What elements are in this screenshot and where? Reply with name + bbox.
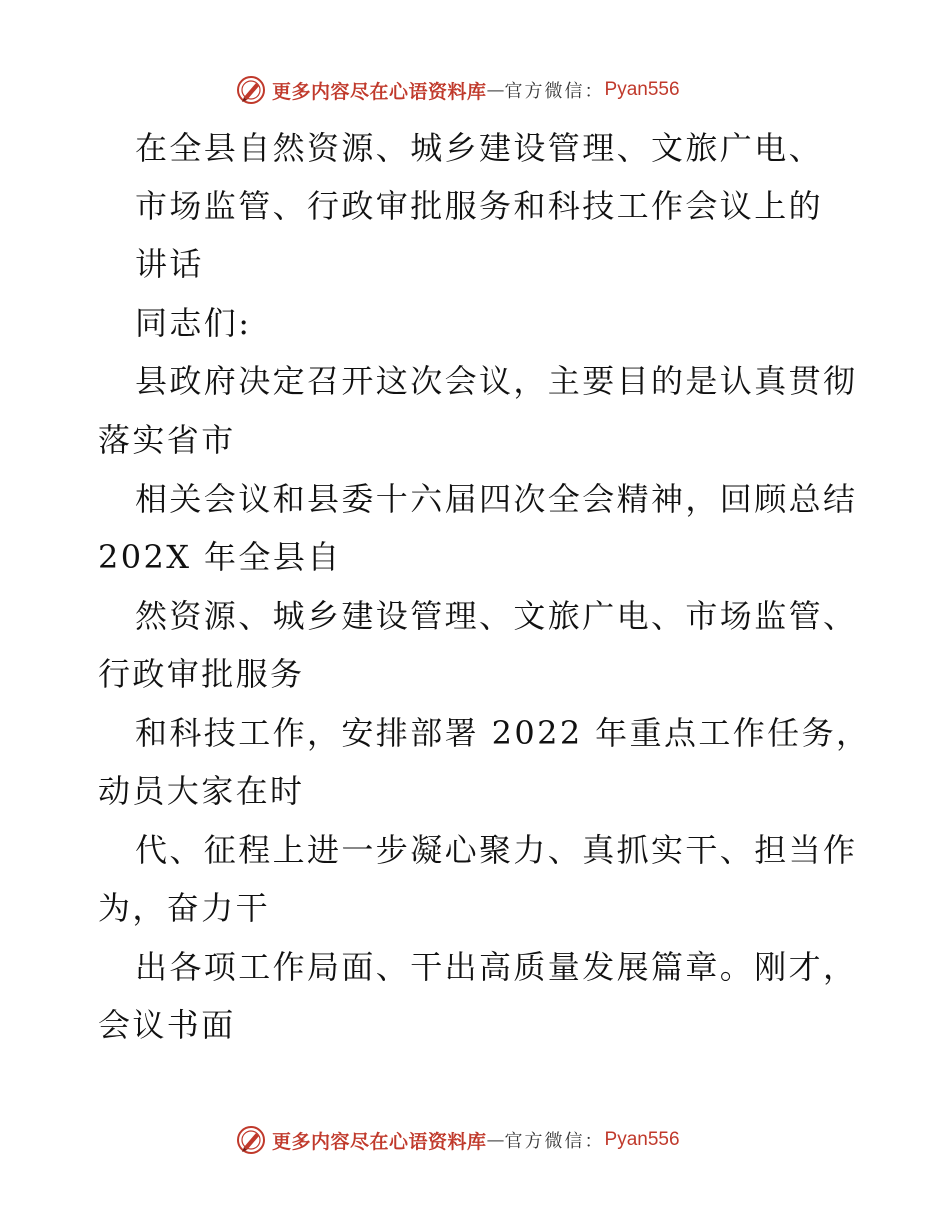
banner-wechat-id: Pyan556 [604,1129,680,1150]
title-line-2: 市场监管、行政审批服务和科技工作会议上的 [135,187,824,225]
banner-wechat-label: 官方微信： [504,81,605,102]
banner-text: 更多内容尽在心语资料库 [272,1130,487,1153]
body-line: 为，奋力干 [98,889,271,927]
pen-logo-icon [236,1125,266,1155]
body-line: 然资源、城乡建设管理、文旅广电、市场监管、 [135,597,858,635]
banner-text: 更多内容尽在心语资料库 [272,80,487,103]
body-line: 202X 年全县自 [98,538,342,576]
body-line: 相关会议和县委十六届四次全会精神，回顾总结 [135,480,858,518]
body-line: 出各项工作局面、干出高质量发展篇章。刚才， [135,948,858,986]
banner-wechat-label: 官方微信： [504,1131,605,1152]
body-line: 动员大家在时 [98,772,305,810]
header-banner [0,70,950,110]
banner-separator: — [486,79,505,101]
title-line-3: 讲话 [135,245,204,283]
salutation: 同志们: [135,304,252,342]
body-line: 代、征程上进一步凝心聚力、真抓实干、担当作 [135,831,858,869]
title-line-1: 在全县自然资源、城乡建设管理、文旅广电、 [135,129,824,167]
body-line: 行政审批服务 [98,655,305,693]
pen-logo-icon [236,75,266,105]
body-line: 和科技工作，安排部署 2022 年重点工作任务， [135,714,871,752]
body-line: 县政府决定召开这次会议，主要目的是认真贯彻 [135,362,858,400]
footer-banner [0,1120,950,1160]
body-line: 会议书面 [98,1006,236,1044]
banner-wechat-id: Pyan556 [604,79,680,100]
banner-separator: — [486,1129,505,1151]
body-line: 落实省市 [98,421,236,459]
